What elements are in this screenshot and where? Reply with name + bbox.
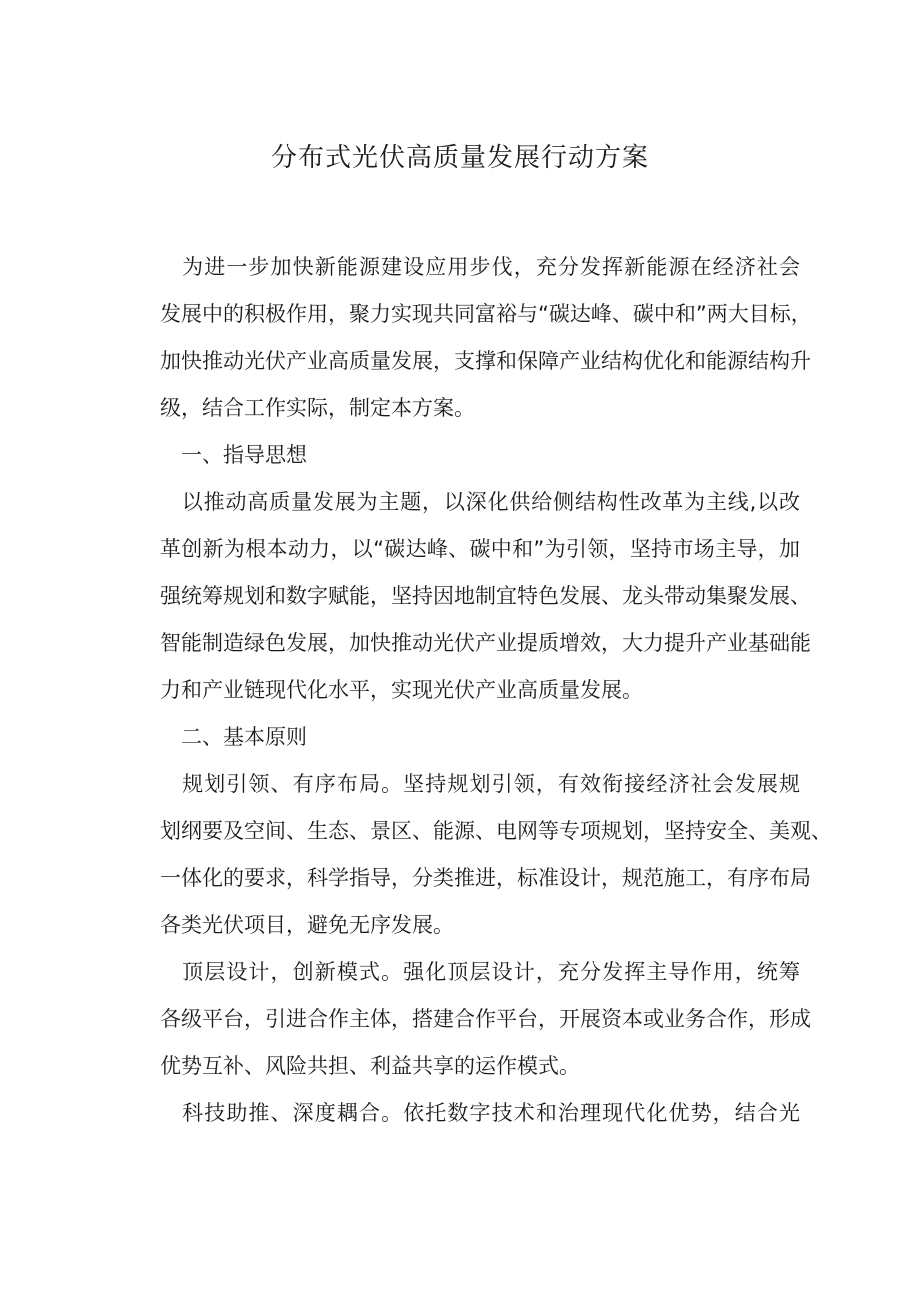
paragraph-line: 科技助推、深度耦合。依托数字技术和治理现代化优势，结合光 — [181, 1101, 800, 1125]
intro-paragraph — [160, 244, 812, 432]
principle-technology-paragraph — [160, 1090, 800, 1137]
paragraph-line: 以推动高质量发展为主题，以深化供给侧结构性改革为主线,以改 — [181, 490, 800, 514]
paragraph-line: 规划引领、有序布局。坚持规划引领，有效衔接经济社会发展规 — [181, 772, 800, 796]
guiding-ideology-paragraph — [160, 479, 811, 714]
paragraph-line: 划纲要及空间、生态、景区、能源、电网等专项规划，坚持安全、美观、 — [160, 819, 832, 843]
paragraph-line: 革创新为根本动力，以“碳达峰、碳中和”为引领，坚持市场主导，加 — [160, 537, 800, 561]
intro-line: 为进一步加快新能源建设应用步伐，充分发挥新能源在经济社会 — [181, 255, 800, 279]
intro-line: 加快推动光伏产业高质量发展，支撑和保障产业结构优化和能源结构升 — [160, 349, 811, 373]
section-heading-guiding-ideology: 一、指导思想 — [181, 443, 307, 467]
intro-line: 级，结合工作实际，制定本方案。 — [160, 396, 475, 420]
document-title: 分布式光伏高质量发展行动方案 — [270, 143, 649, 173]
paragraph-line: 强统筹规划和数字赋能，坚持因地制宜特色发展、龙头带动集聚发展、 — [160, 584, 811, 608]
paragraph-line: 智能制造绿色发展，加快推动光伏产业提质增效，大力提升产业基础能 — [160, 631, 811, 655]
paragraph-line: 力和产业链现代化水平，实现光伏产业高质量发展。 — [160, 678, 643, 702]
paragraph-line: 优势互补、风险共担、利益共享的运作模式。 — [160, 1054, 580, 1078]
principle-planning-paragraph — [160, 761, 832, 949]
principle-design-paragraph — [160, 949, 811, 1090]
document-body — [160, 244, 832, 1137]
section-heading-basic-principles: 二、基本原则 — [181, 725, 307, 749]
paragraph-line: 顶层设计，创新模式。强化顶层设计，充分发挥主导作用，统筹 — [181, 960, 800, 984]
paragraph-line: 各类光伏项目，避免无序发展。 — [160, 913, 454, 937]
paragraph-line: 一体化的要求，科学指导，分类推进，标准设计，规范施工，有序布局 — [160, 866, 811, 890]
intro-line: 发展中的积极作用，聚力实现共同富裕与“碳达峰、碳中和”两大目标， — [160, 302, 812, 326]
paragraph-line: 各级平台，引进合作主体，搭建合作平台，开展资本或业务合作，形成 — [160, 1007, 811, 1031]
